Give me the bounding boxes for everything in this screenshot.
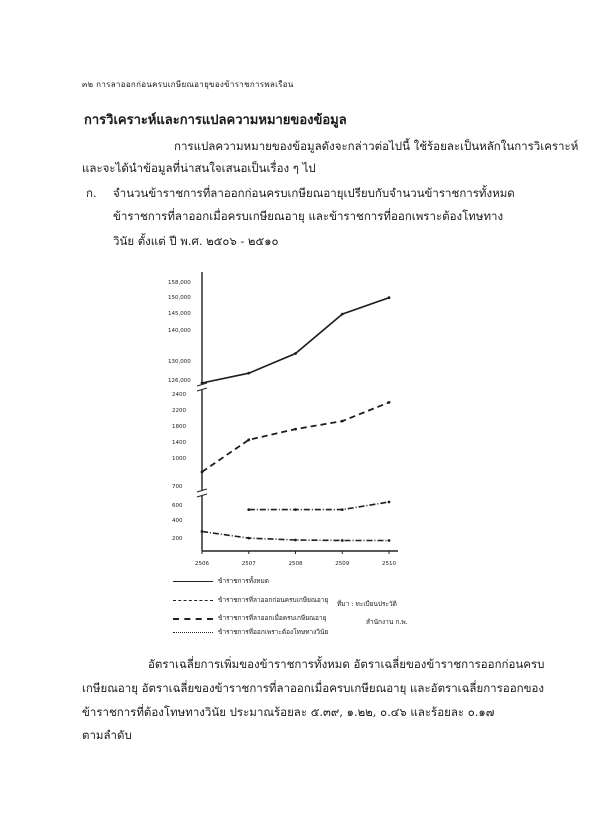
series-point-0 bbox=[247, 372, 250, 375]
series-point-0 bbox=[388, 296, 391, 299]
chart-source-office: สำนักงาน ก.พ. bbox=[366, 618, 408, 626]
section-heading: การวิเคราะห์และการแปลความหมายของข้อมูล bbox=[84, 113, 347, 128]
y-tick-label: 140,000 bbox=[168, 328, 191, 334]
series-point-1 bbox=[388, 401, 391, 404]
series-point-3 bbox=[294, 539, 297, 542]
series-point-0 bbox=[341, 313, 344, 316]
series-point-1 bbox=[247, 438, 250, 441]
item-line-1: จำนวนข้าราชการที่ลาออกก่อนครบเกษียณอายุเปรียบกับจำนวนข้าราชการทั้งหมด bbox=[113, 186, 515, 200]
legend-swatch-early bbox=[173, 600, 213, 601]
x-tick-label: 2509 bbox=[335, 561, 350, 567]
series-line-0 bbox=[202, 298, 389, 383]
conclusion-line-3: ข้าราชการที่ต้องโทษทางวินัย ประมาณร้อยละ ๕.๓๙, ๑.๒๒, ๐.๔๖ และร้อยละ ๐.๑๗ bbox=[82, 705, 495, 719]
item-line-3: วินัย ตั้งแต่ ปี พ.ศ. ๒๕๐๖ - ๒๕๑๐ bbox=[113, 234, 279, 248]
legend-swatch-retired bbox=[173, 618, 213, 620]
x-tick-label: 2506 bbox=[195, 561, 209, 567]
series-point-2 bbox=[341, 508, 344, 511]
series-point-1 bbox=[201, 471, 204, 474]
chart-source: ที่มา : ทะเบียนประวัติ bbox=[337, 600, 397, 608]
series-point-0 bbox=[294, 352, 297, 355]
conclusion-line-1: อัตราเฉลี่ยการเพิ่มของข้าราชการทั้งหมด อัตราเฉลี่ยของข้าราชการออกก่อนครบ bbox=[148, 657, 545, 671]
series-point-1 bbox=[341, 420, 344, 423]
y-tick-label: 126,000 bbox=[168, 378, 191, 384]
legend-label-retired: ข้าราชการที่ลาออกเมื่อครบเกษียณอายุ bbox=[218, 614, 327, 622]
series-point-0 bbox=[201, 382, 204, 385]
y-tick-label: 2200 bbox=[172, 408, 186, 414]
x-tick-label: 2507 bbox=[241, 561, 256, 567]
item-line-2: ข้าราชการที่ลาออกเมื่อครบเกษียณอายุ และข้าราชการที่ออกเพราะต้องโทษทาง bbox=[113, 209, 504, 223]
series-line-2 bbox=[249, 502, 389, 510]
series-point-2 bbox=[247, 508, 250, 511]
y-tick-label: 150,000 bbox=[168, 295, 191, 301]
item-marker: ก. bbox=[86, 186, 97, 200]
intro-line-1: การแปลความหมายของข้อมูลดังจะกล่าวต่อไปนี้ ใช้ร้อยละเป็นหลักในการวิเคราะห์ bbox=[174, 139, 579, 153]
series-line-1 bbox=[202, 402, 389, 472]
legend-swatch-total bbox=[173, 581, 213, 582]
series-point-3 bbox=[247, 537, 250, 540]
y-tick-label: 2400 bbox=[172, 392, 186, 398]
y-tick-label: 1800 bbox=[172, 424, 186, 430]
x-tick-label: 2510 bbox=[382, 561, 396, 567]
x-tick-label: 2508 bbox=[288, 561, 303, 567]
y-tick-label: 200 bbox=[172, 536, 183, 542]
y-tick-label: 1400 bbox=[172, 440, 186, 446]
y-tick-label: 145,000 bbox=[168, 311, 191, 317]
y-tick-label: 700 bbox=[172, 484, 183, 490]
series-point-3 bbox=[388, 539, 391, 542]
y-tick-label: 400 bbox=[172, 518, 183, 524]
series-point-3 bbox=[341, 539, 344, 542]
intro-line-2: และจะได้นำข้อมูลที่น่าสนใจเสนอเป็นเรื่อง ๆ ไป bbox=[82, 161, 316, 175]
series-point-2 bbox=[388, 501, 391, 504]
series-point-3 bbox=[201, 530, 204, 533]
legend-label-discipline: ข้าราชการที่ออกเพราะต้องโทษทางวินัย bbox=[218, 628, 329, 636]
legend-label-total: ข้าราชการทั้งหมด bbox=[218, 577, 269, 585]
page-header: ๓๒ การลาออกก่อนครบเกษียณอายุของข้าราชการพลเรือน bbox=[82, 80, 294, 89]
legend-label-early: ข้าราชการที่ลาออกก่อนครบเกษียณอายุ bbox=[218, 596, 329, 604]
y-tick-label: 158,000 bbox=[168, 280, 191, 286]
series-point-1 bbox=[294, 428, 297, 431]
legend-swatch-discipline bbox=[173, 632, 213, 633]
y-tick-label: 130,000 bbox=[168, 359, 191, 365]
conclusion-line-4: ตามลำดับ bbox=[82, 728, 132, 742]
conclusion-line-2: เกษียณอายุ อัตราเฉลี่ยของข้าราชการที่ลาออกเมื่อครบเกษียณอายุ และอัตราเฉลี่ยการออกของ bbox=[82, 681, 544, 695]
y-tick-label: 1000 bbox=[172, 456, 186, 462]
y-tick-label: 600 bbox=[172, 503, 183, 509]
series-point-2 bbox=[294, 508, 297, 511]
